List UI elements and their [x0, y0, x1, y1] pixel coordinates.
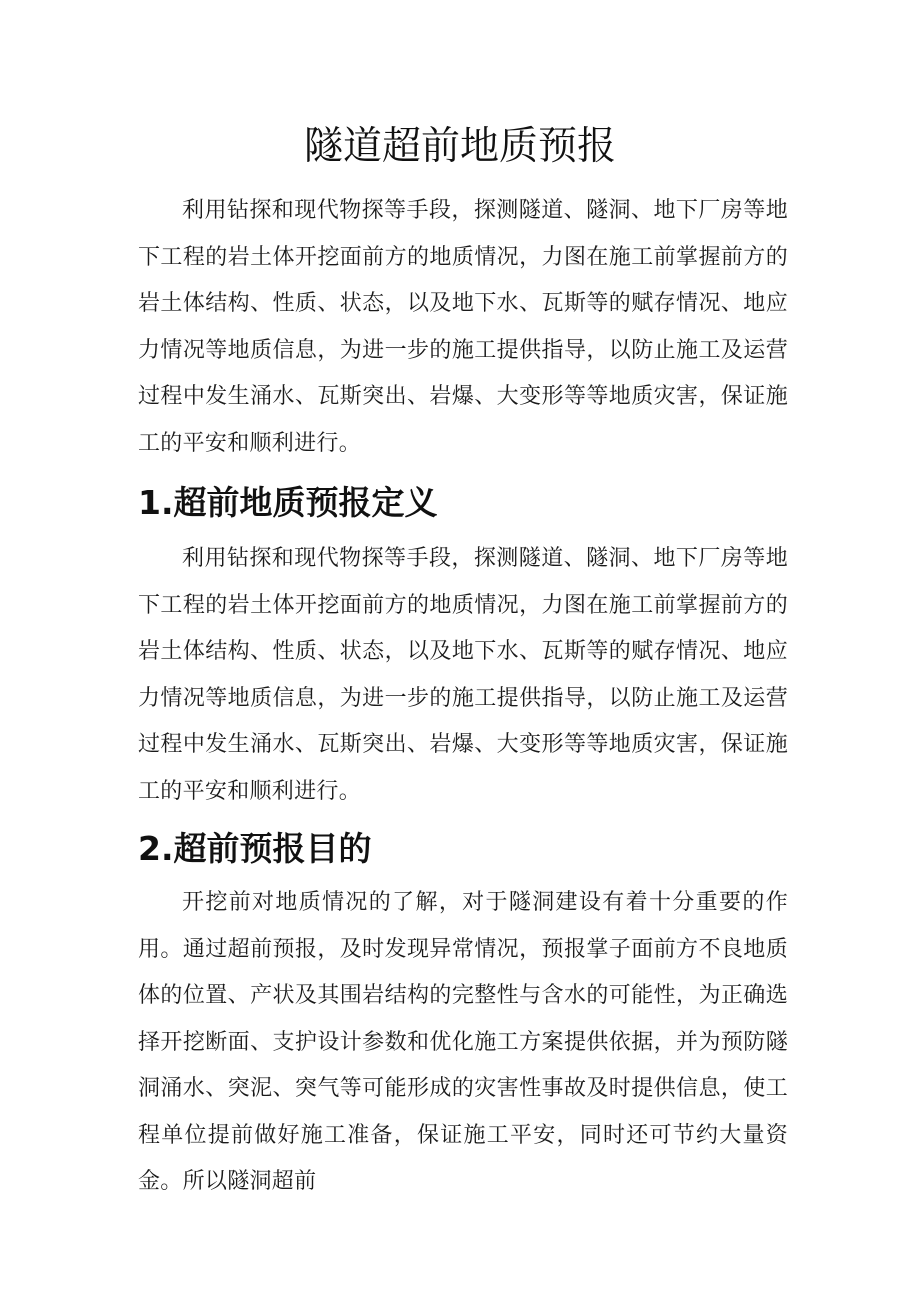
intro-paragraph: 利用钻探和现代物探等手段，探测隧道、隧洞、地下厂房等地下工程的岩土体开挖面前方的地质情况，力图在施工前掌握前方的岩土体结构、性质、状态，以及地下水、瓦斯等的赋存情况、地应力情况等地质信息，为进一步的施工提供指导，以防止施工及运营过程中发生涌水、瓦斯突出、岩爆、大变形等等地质灾害，保证施工的平安和顺利进行。	[138, 198, 788, 456]
section-heading-purpose: 2.超前预报目的	[138, 829, 372, 868]
document-title: 隧道超前地质预报	[303, 124, 616, 169]
section-body-definition: 利用钻探和现代物探等手段，探测隧道、隧洞、地下厂房等地下工程的岩土体开挖面前方的地质情况，力图在施工前掌握前方的岩土体结构、性质、状态，以及地下水、瓦斯等的赋存情况、地应力情况等地质信息，为进一步的施工提供指导，以防止施工及运营过程中发生涌水、瓦斯突出、岩爆、大变形等等地质灾害，保证施工的平安和顺利进行。	[138, 546, 788, 804]
section-body-purpose: 开挖前对地质情况的了解，对于隧洞建设有着十分重要的作用。通过超前预报，及时发现异常情况，预报掌子面前方不良地质体的位置、产状及其围岩结构的完整性与含水的可能性，为正确选择开挖断面、支护设计参数和优化施工方案提供依据，并为预防隧洞涌水、突泥、突气等可能形成的灾害性事故及时提供信息，使工程单位提前做好施工准备，保证施工平安，同时还可节约大量资金。所以隧洞超前	[138, 890, 788, 1194]
section-heading-definition: 1.超前地质预报定义	[138, 483, 438, 522]
